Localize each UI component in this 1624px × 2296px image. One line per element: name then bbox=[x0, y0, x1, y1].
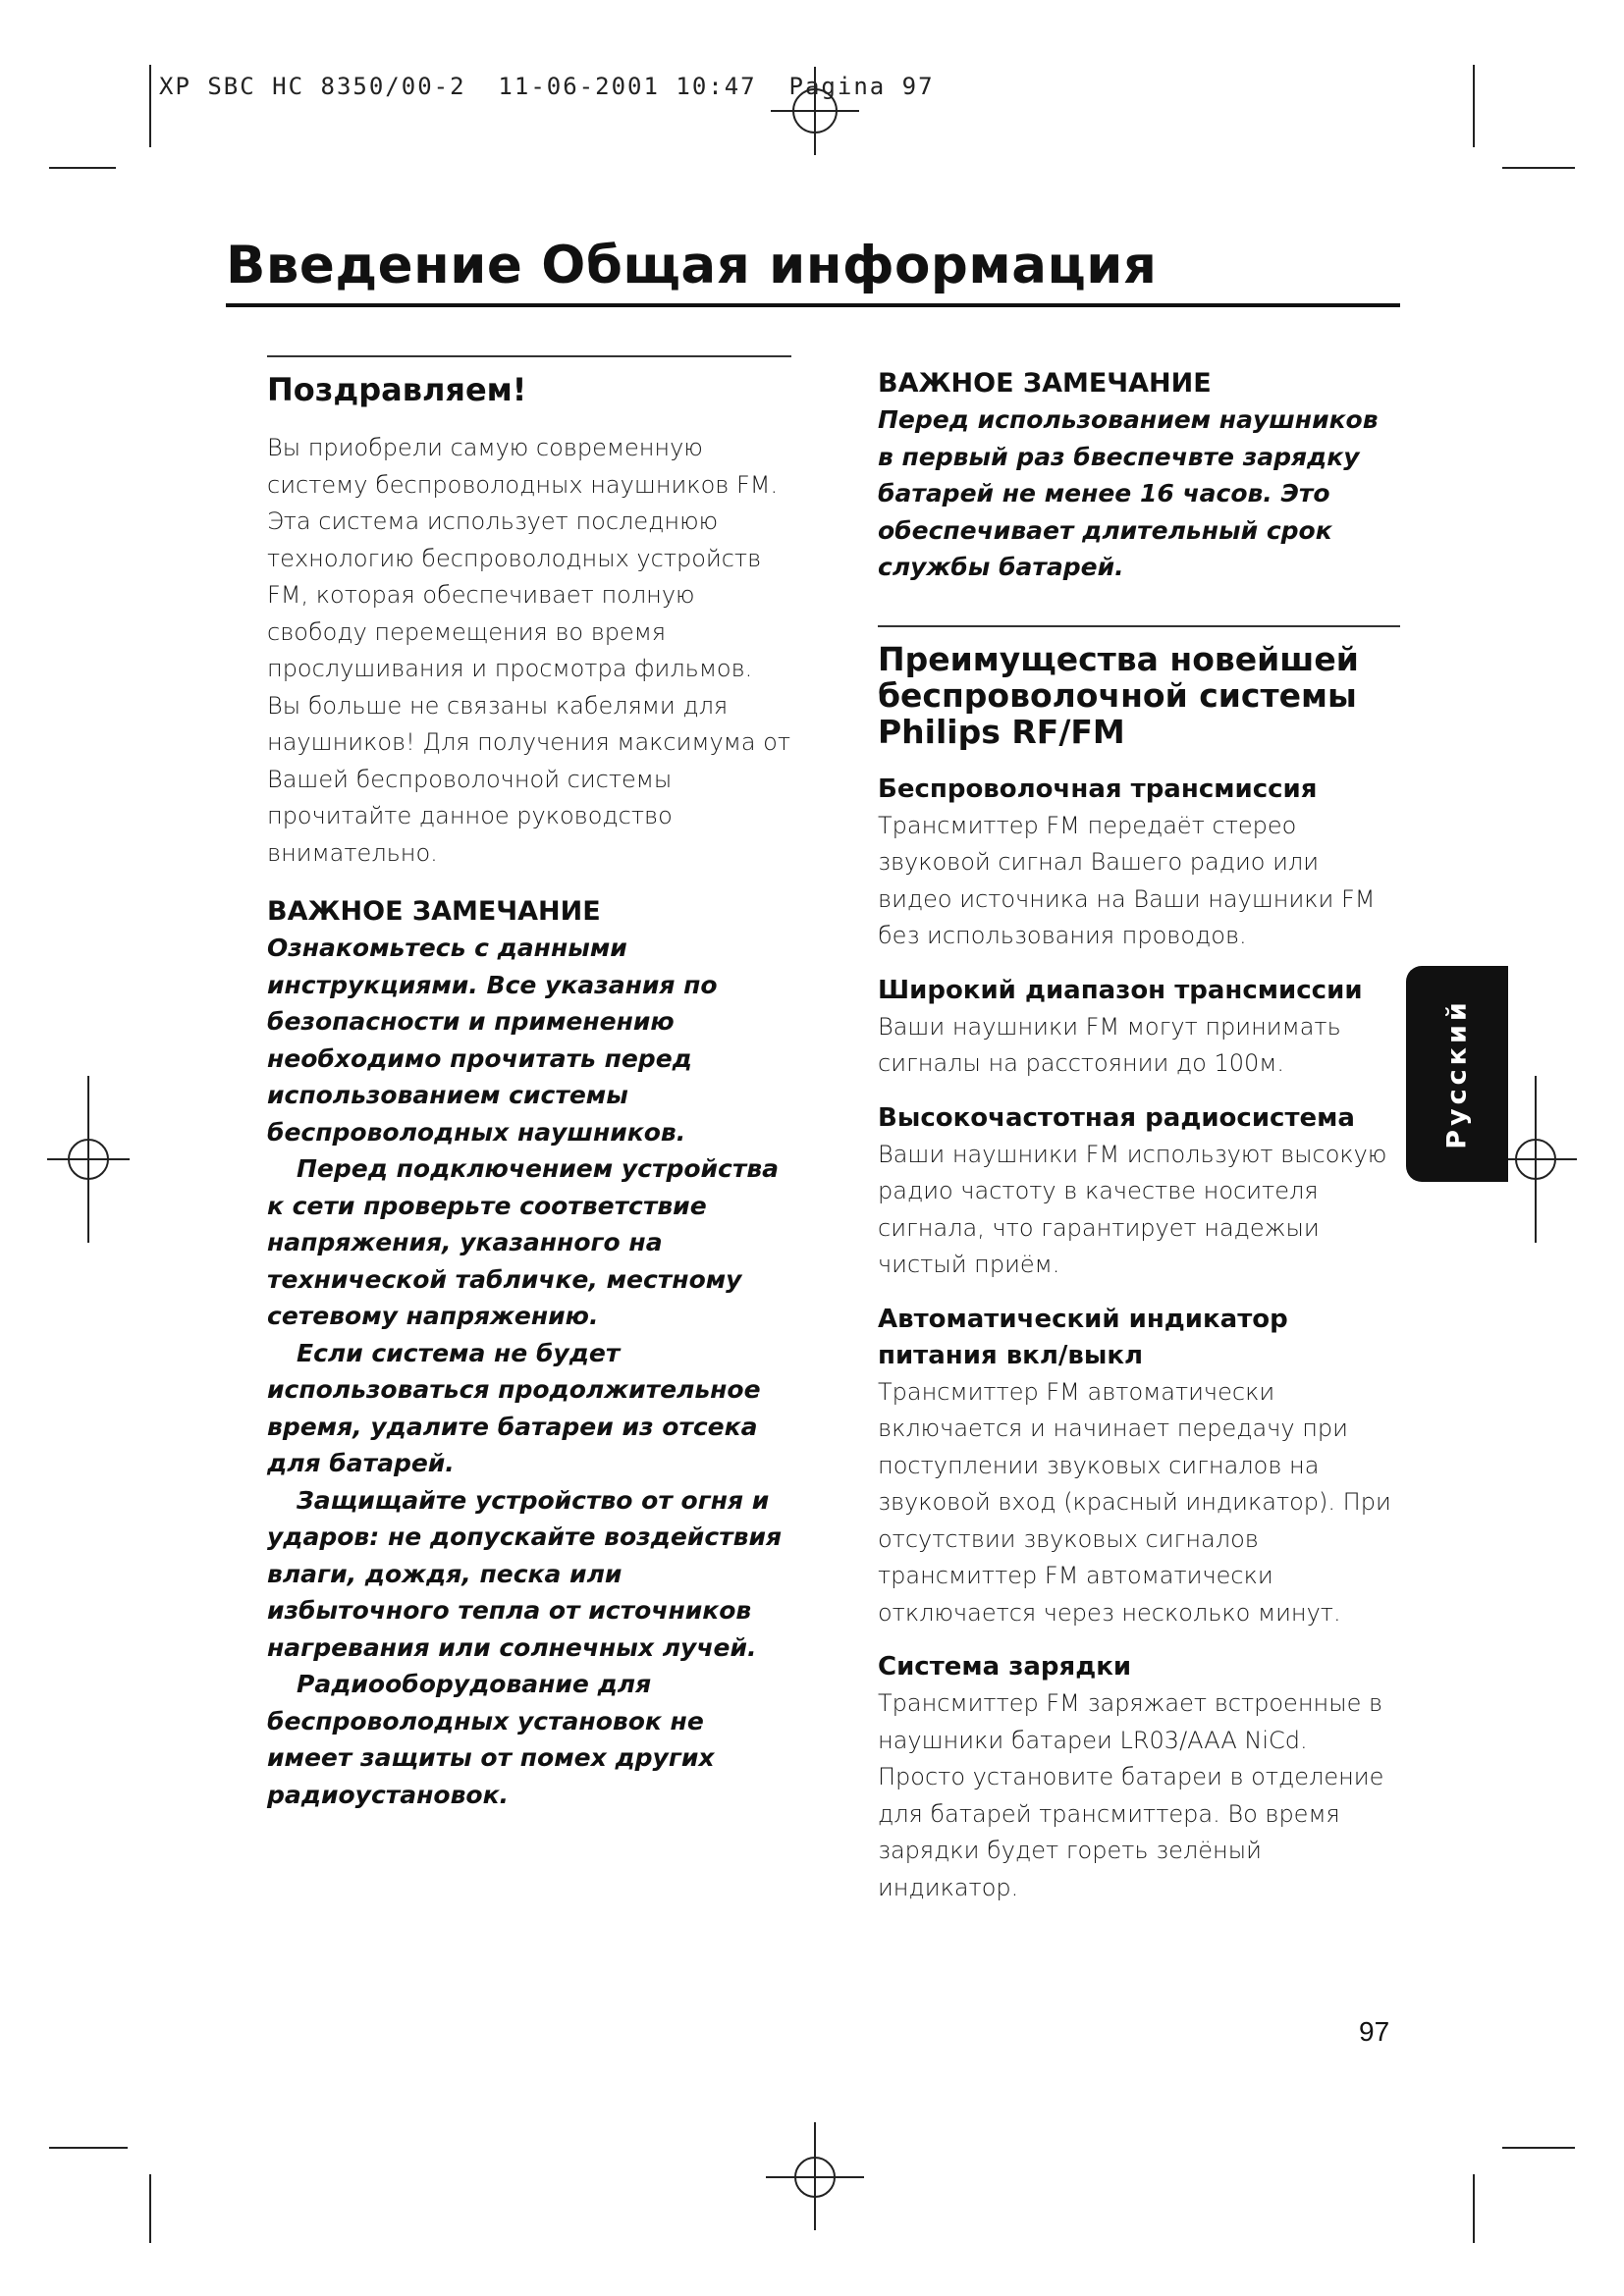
crop-mark bbox=[1502, 167, 1575, 169]
crop-mark bbox=[149, 2174, 151, 2243]
advantages-heading: Преимущества новейшей беспроволочной системы Philips RF/FM bbox=[878, 639, 1359, 751]
crop-mark bbox=[49, 167, 116, 169]
page-number: 97 bbox=[1359, 2016, 1390, 2047]
feature-text: Трансмиттер FM автоматически включается и начинает передачу при поступлении звуковых сигналов на звуковой вход (красный индикатор). При отсутствии звуковых сигналов трансмиттер FM автоматически отключается через несколько минут. bbox=[878, 1377, 1391, 1627]
feature-heading: Высокочастотная радиосистема bbox=[878, 1102, 1355, 1133]
notice-paragraph: Ознакомьтесь с данными инструкциями. Все указания по безопасности и применению необходимо прочитать перед использованием системы беспроволодных наушников. bbox=[267, 934, 718, 1147]
section-rule bbox=[878, 625, 1400, 627]
notice-paragraph: Перед подключением устройства к сети проверьте соответствие напряжения, указанного на технической табличке, местному сетевому напряжению. bbox=[267, 1154, 780, 1330]
feature-heading: Беспроволочная трансмиссия bbox=[878, 774, 1318, 804]
feature-heading: Автоматический индикатор питания вкл/выкл bbox=[878, 1304, 1288, 1370]
page-title: Введение Общая информация bbox=[226, 236, 1158, 295]
notice-paragraph: Защищайте устройство от огня и ударов: не допускайте воздействия влаги, дождя, песка или избыточного тепла от источников нагревания или солнечных лучей. bbox=[267, 1485, 783, 1662]
feature-text: Трансмиттер FM передаёт стерео звуковой сигнал Вашего радио или видео источника на Ваши наушники FM без использования проводов. bbox=[878, 811, 1376, 949]
title-rule bbox=[226, 303, 1400, 307]
section-rule bbox=[267, 355, 791, 357]
crop-mark bbox=[149, 65, 151, 147]
registration-mark-top bbox=[761, 67, 869, 155]
feature-text: Ваши наушники FM используют высокую радио частоту в качестве носителя сигнала, что гарантирует надежыи чистый приём. bbox=[878, 1140, 1387, 1278]
crop-mark bbox=[49, 2147, 128, 2149]
notice-paragraph: Перед использованием наушников в первый раз бвеспечвте зарядку батарей не менее 16 часов. Это обеспечивает длительный срок службы батарей. bbox=[878, 405, 1379, 581]
feature-heading: Широкий диапазон трансмиссии bbox=[878, 975, 1363, 1005]
registration-mark-bottom bbox=[756, 2122, 874, 2230]
feature-text: Ваши наушники FM могут принимать сигналы на расстоянии до 100м. bbox=[878, 1012, 1341, 1077]
notice-paragraph: Радиооборудование для беспроволодных установок не имеет защиты от помех других радиоустановок. bbox=[267, 1670, 715, 1809]
crop-mark bbox=[1502, 2147, 1575, 2149]
congratulations-heading: Поздравляем! bbox=[267, 371, 527, 408]
crop-mark bbox=[1473, 2174, 1475, 2243]
feature-heading: Система зарядки bbox=[878, 1652, 1132, 1682]
crop-mark bbox=[1473, 65, 1475, 147]
left-column bbox=[267, 355, 791, 1813]
print-slug-line: XP SBC HC 8350/00-2 11-06-2001 10:47 Pagina 97 bbox=[159, 73, 935, 100]
intro-paragraph: Вы приобрели самую современную систему беспроволодных наушников FM. Эта система использует последнюю технологию беспроволодных устройств FM, которая обеспечивает полную свободу перемещения во время прослушивания и просмотра фильмов. Вы больше не связаны кабелями для наушников! Для получения максимума от Вашей беспроволочной системы прочитайте данное руководство внимательно. bbox=[267, 434, 791, 867]
language-tab-label: Русский bbox=[1441, 998, 1473, 1149]
important-notice-heading: ВАЖНОЕ ЗАМЕЧАНИЕ bbox=[267, 896, 601, 927]
right-column bbox=[878, 365, 1400, 1906]
notice-paragraph: Если система не будет использоваться продолжительное время, удалите батареи из отсека для батарей. bbox=[267, 1338, 761, 1477]
important-notice-heading: ВАЖНОЕ ЗАМЕЧАНИЕ bbox=[878, 368, 1212, 399]
feature-text: Трансмиттер FM заряжает встроенные в наушники батареи LR03/AAA NiCd. Просто установите батареи в отделение для батарей трансмиттера. Во время зарядки будет гореть зелёный индикатор. bbox=[878, 1689, 1384, 1901]
language-tab bbox=[1406, 966, 1508, 1182]
registration-mark-left bbox=[47, 1076, 130, 1243]
